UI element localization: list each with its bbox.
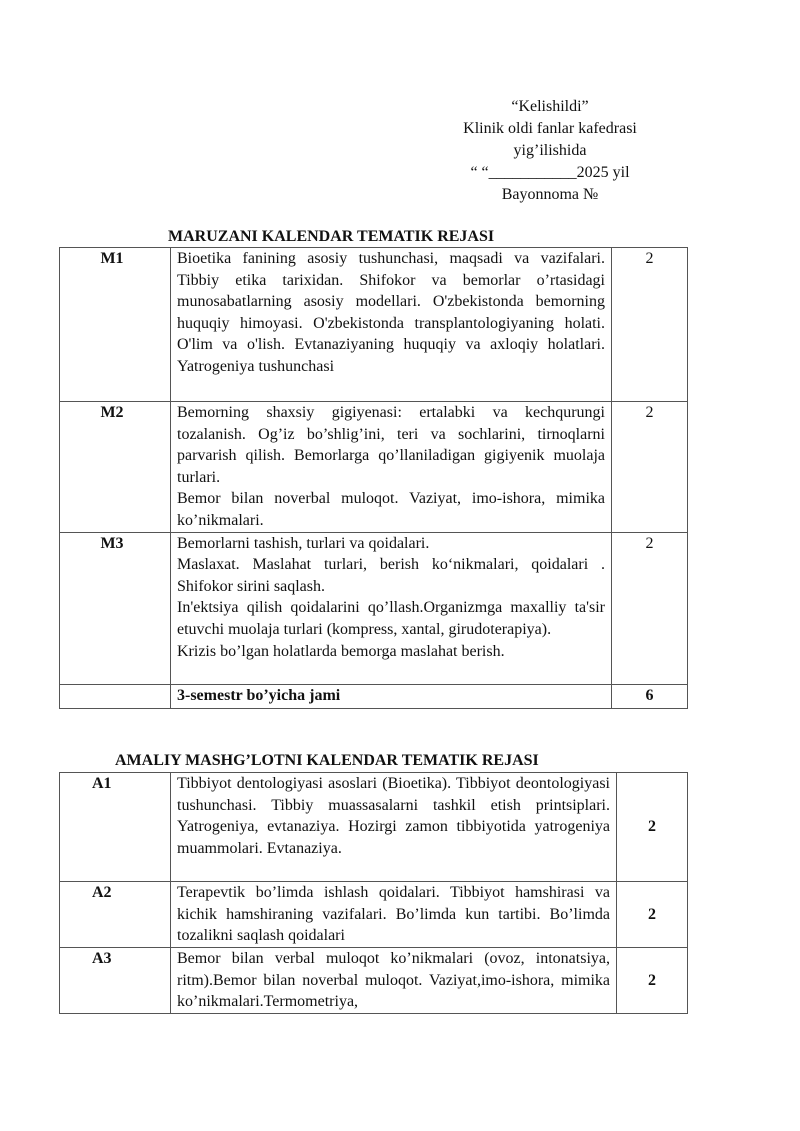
topic-paragraph: Bioetika fanining asosiy tushunchasi, maqsadi va vazifalari. Tibbiy etika tarixidan. Shifokor va bemorlar o’rtasidagi munosabatlarning asosiy modellari. O'zbekistonda bemorning huquqiy himoyasi. O'zbekistonda transplantologiyaning holati. O'lim va o'lish. Evtanaziyaning huquqiy va axloqiy holatlari. Yatrogeniya tushunchasi	[177, 250, 605, 375]
topic-paragraph: Bemorning shaxsiy gigiyenasi: ertalabki va kechqurungi tozalanish. Og’iz bo’shlig’ini, teri va sochlarini, tirnoqlarni parvarish qilish. Bemorlarga qo’llaniladigan gigiyenik muolaja turlari.	[177, 404, 605, 486]
lecture-plan-title: MARUZANI KALENDAR TEMATIK REJASI	[168, 228, 495, 245]
table-row	[60, 948, 688, 1014]
table-row-total	[60, 684, 688, 708]
practical-topic-cell	[171, 773, 617, 882]
practical-hours-cell: 2	[617, 773, 688, 882]
table-row	[60, 532, 688, 684]
practical-hours-cell: 2	[617, 882, 688, 948]
lecture-hours-cell: 2	[612, 402, 688, 533]
practical-plan-table	[59, 772, 688, 1014]
table-row	[60, 248, 688, 402]
topic-paragraph: In'ektsiya qilish qoidalarini qo’llash.Organizmga maxalliy ta'sir etuvchi muolaja turlari (kompress, xantal, girudoterapiya).	[177, 599, 605, 638]
lecture-topic-cell	[171, 532, 612, 684]
lecture-topic-cell	[171, 248, 612, 402]
topic-paragraph: Bemorlarni tashish, turlari va qoidalari.	[177, 534, 430, 552]
approval-heading: “Kelishildi”	[511, 98, 589, 115]
approval-protocol: Bayonnoma №	[501, 186, 599, 203]
topic-paragraph: Krizis bo’lgan holatlarda bemorga maslahat berish.	[177, 642, 505, 660]
lecture-code-cell: M2	[60, 402, 171, 533]
topic-paragraph: Terapevtik bo’limda ishlash qoidalari. Tibbiyot hamshirasi va kichik hamshiraning vazifalari. Bo’limda kun tartibi. Bo’limda tozalikni saqlash qoidalari	[177, 884, 610, 945]
approval-department: Klinik oldi fanlar kafedrasi	[463, 120, 637, 137]
topic-paragraph: Bemor bilan noverbal muloqot. Vaziyat, imo-ishora, mimika ko’nikmalari.	[177, 490, 605, 529]
lecture-topic-cell	[171, 402, 612, 533]
topic-paragraph: Maslaxat. Maslahat turlari, berish koʻnikmalari, qoidalari . Shifokor sirini saqlash.	[177, 556, 605, 595]
lecture-hours-cell: 2	[612, 532, 688, 684]
lecture-code-cell: M3	[60, 532, 171, 684]
table-row	[60, 773, 688, 882]
table-row	[60, 402, 688, 533]
total-label-cell: 3-semestr bo’yicha jami	[171, 684, 612, 708]
lecture-plan-table	[59, 247, 688, 709]
practical-hours-cell: 2	[617, 948, 688, 1014]
topic-paragraph: Tibbiyot dentologiyasi asoslari (Bioetika). Tibbiyot deontologiyasi tushunchasi. Tibbiy muassasalarni tashkil etish printsiplari. Yatrogeniya, evtanaziya. Hozirgi zamon tibbiyotida yatrogeniya muammolari. Evtanaziya.	[177, 775, 610, 857]
table-row	[60, 882, 688, 948]
total-hours-cell: 6	[612, 684, 688, 708]
approval-meeting: yig’ilishida	[513, 142, 587, 159]
total-empty-cell	[60, 684, 171, 708]
practical-topic-cell	[171, 882, 617, 948]
practical-code-cell: A3	[60, 948, 171, 1014]
approval-date: “ “___________2025 yil	[470, 164, 630, 181]
practical-topic-cell	[171, 948, 617, 1014]
practical-plan-title: AMALIY MASHG’LOTNI KALENDAR TEMATIK REJASI	[115, 752, 539, 769]
lecture-code-cell: M1	[60, 248, 171, 402]
topic-paragraph: Bemor bilan verbal muloqot ko’nikmalari (ovoz, intonatsiya, ritm).Bemor bilan noverbal muloqot. Vaziyat,imo-ishora, mimika ko’nikmalari.Termometriya,	[177, 950, 610, 1011]
practical-code-cell: A2	[60, 882, 171, 948]
lecture-hours-cell: 2	[612, 248, 688, 402]
practical-code-cell: A1	[60, 773, 171, 882]
approval-block	[430, 96, 670, 206]
